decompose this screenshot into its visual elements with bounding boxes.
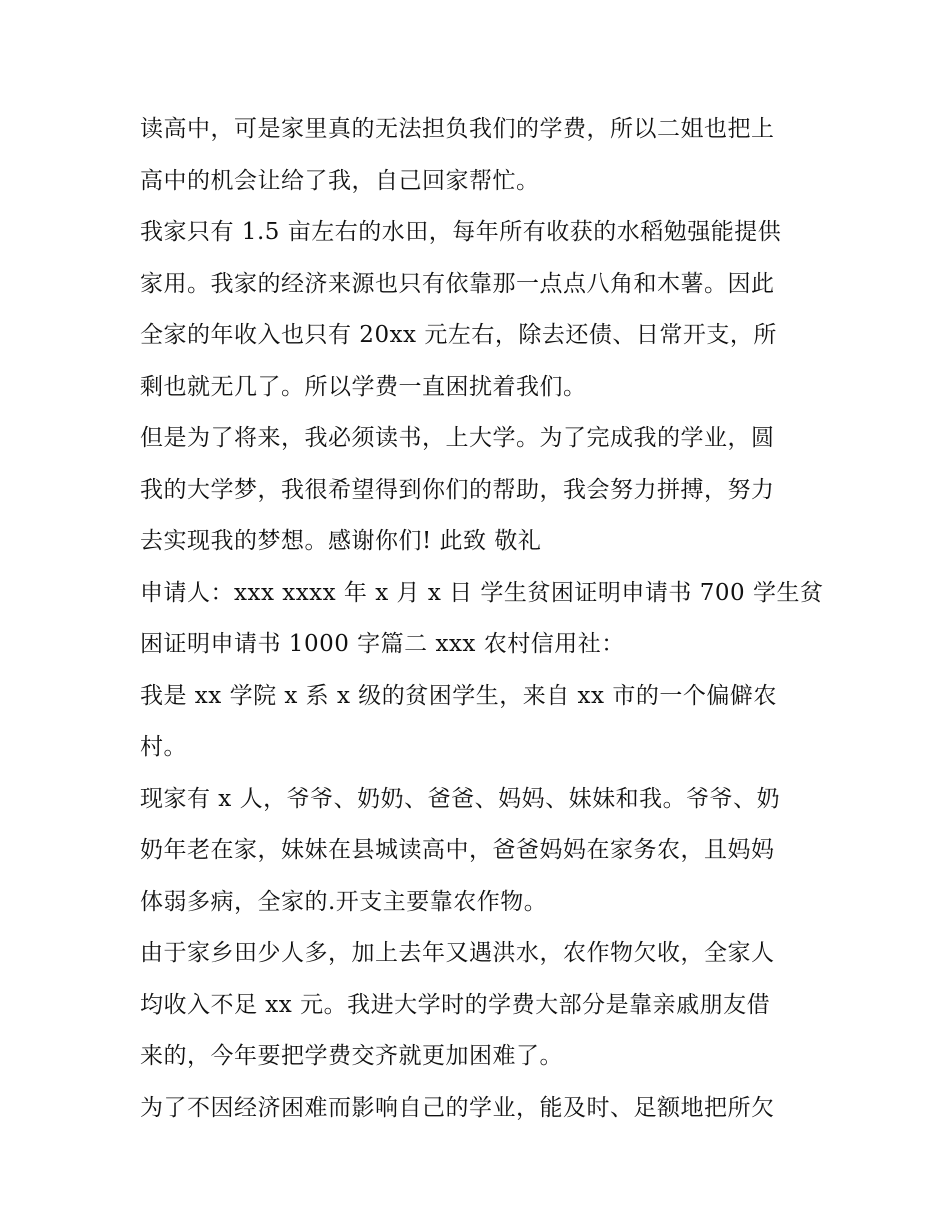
document-body (140, 104, 824, 1134)
text-line: 来的，今年要把学费交齐就更加困难了。 (140, 1043, 563, 1069)
text-line: 奶年老在家，妹妹在县城读高中，爸爸妈妈在家务农，且妈妈 (140, 837, 775, 863)
text-line: 我家只有 1.5 亩左右的水田，每年所有收获的水稻勉强能提供 (140, 219, 782, 245)
text-line: 由于家乡田少人多，加上去年又遇洪水，农作物欠收，全家人 (140, 940, 775, 966)
text-line: 为了不因经济困难而影响自己的学业，能及时、足额地把所欠 (140, 1094, 775, 1121)
text-line: 高中的机会让给了我，自己回家帮忙。 (140, 167, 540, 194)
text-line: 我的大学梦，我很希望得到你们的帮助，我会努力拼搏，努力 (140, 476, 775, 503)
text-line: 去实现我的梦想。感谢你们! 此致 敬礼 (140, 528, 542, 554)
text-line: 家用。我家的经济来源也只有依靠那一点点八角和木薯。因此 (140, 270, 775, 297)
text-line: 读高中，可是家里真的无法担负我们的学费，所以二姐也把上 (140, 116, 775, 142)
text-line: 现家有 x 人，爷爷、奶奶、爸爸、妈妈、妹妹和我。爷爷、奶 (140, 785, 781, 812)
text-line: 均收入不足 xx 元。我进大学时的学费大部分是靠亲戚朋友借 (140, 991, 771, 1018)
text-line: 剩也就无几了。所以学费一直困扰着我们。 (140, 373, 587, 400)
text-line: 但是为了将来，我必须读书，上大学。为了完成我的学业，圆 (140, 425, 775, 451)
text-line: 申请人：xxx xxxx 年 x 月 x 日 学生贫困证明申请书 700 学生贫 (140, 579, 824, 606)
text-line: 我是 xx 学院 x 系 x 级的贫困学生，来自 xx 市的一个偏僻农 (140, 682, 777, 709)
text-line: 体弱多病，全家的.开支主要靠农作物。 (140, 888, 548, 915)
text-line: 全家的年收入也只有 20xx 元左右，除去还债、日常开支，所 (140, 322, 777, 348)
text-line: 村。 (140, 734, 187, 760)
text-line: 困证明申请书 1000 字篇二 xxx 农村信用社： (140, 631, 625, 657)
